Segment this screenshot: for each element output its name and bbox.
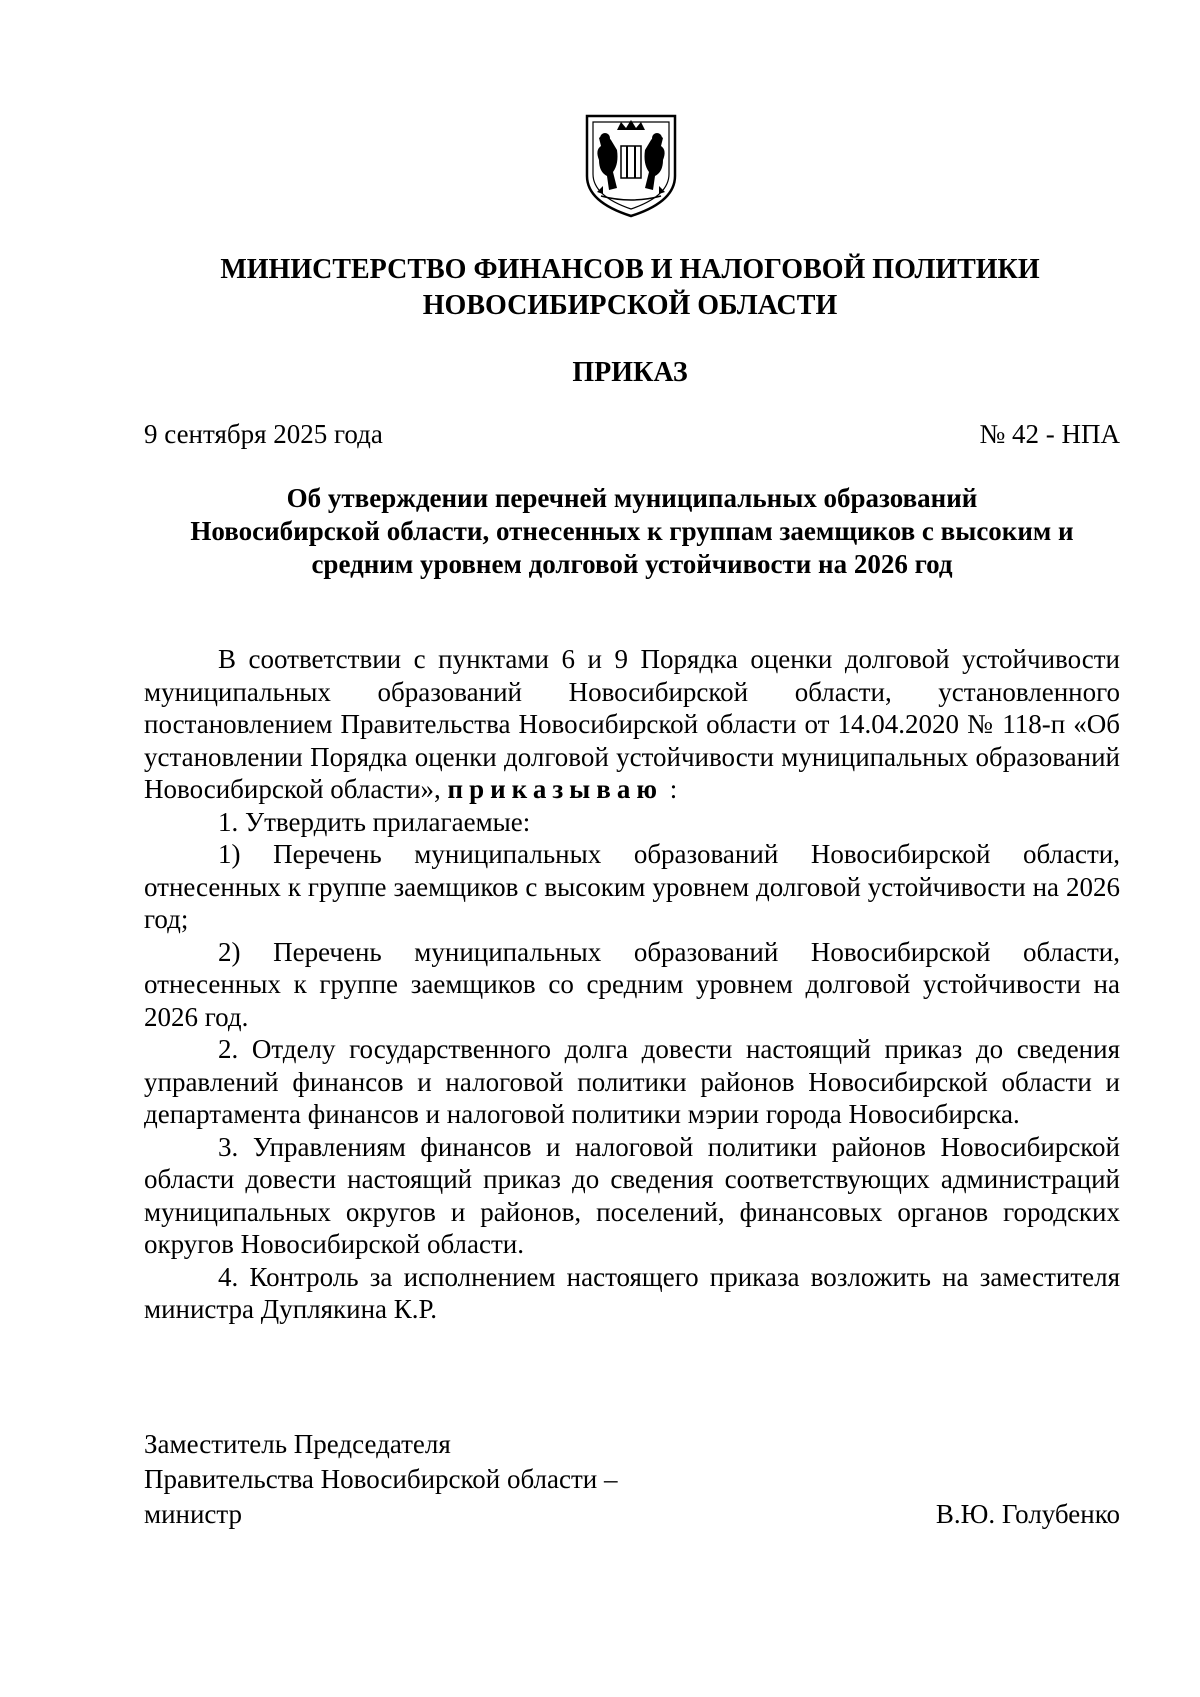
ministry-line-2: НОВОСИБИРСКОЙ ОБЛАСТИ	[422, 290, 838, 321]
item-2: 2. Отделу государственного долга довести настоящий приказ до сведения управлений финансов и налоговой политики районов Новосибирской области и департамента финансов и налоговой политики мэрии города Новосибирска.	[144, 1034, 1120, 1129]
item-1: 1. Утвердить прилагаемые:	[218, 806, 531, 837]
order-subject	[144, 482, 1120, 581]
coat-of-arms-emblem	[583, 110, 679, 220]
subject-line-3: средним уровнем долговой устойчивости на 2026 год	[311, 549, 953, 579]
order-body	[144, 643, 1120, 1326]
ministry-name	[140, 252, 1120, 324]
subject-line-2: Новосибирской области, отнесенных к группам заемщиков с высоким и	[190, 516, 1074, 546]
item-3: 3. Управлениям финансов и налоговой политики районов Новосибирской области довести настоящий приказ до сведения соответствующих администраций муниципальных округов и районов, поселений, финансовых органов городских округов Новосибирской области.	[144, 1131, 1120, 1259]
ministry-line-1: МИНИСТЕРСТВО ФИНАНСОВ И НАЛОГОВОЙ ПОЛИТИКИ	[220, 254, 1040, 285]
order-word: приказываю	[447, 774, 663, 804]
preamble-colon: :	[669, 774, 678, 804]
signatory-position	[144, 1427, 617, 1532]
preamble-text: В соответствии с пунктами 6 и 9 Порядка оценки долговой устойчивости муниципальных образований Новосибирской области, установленного постановлением Правительства Новосибирской области от 14.04.2020 № 118-п «Об установлении Порядка оценки долговой устойчивости муниципальных образований Новосибирской области»,	[144, 644, 1120, 804]
item-1-2: 2) Перечень муниципальных образований Новосибирской области, отнесенных к группе заемщиков со средним уровнем долговой устойчивости на 2026 год.	[144, 936, 1120, 1032]
document-type: ПРИКАЗ	[572, 357, 688, 388]
position-line-3: министр	[144, 1499, 243, 1529]
preamble-paragraph	[144, 643, 1120, 806]
signatory-name: В.Ю. Голубенко	[935, 1499, 1120, 1529]
position-line-2: Правительства Новосибирской области –	[144, 1464, 618, 1494]
order-date: 9 сентября 2025 года	[144, 419, 383, 449]
item-1-1: 1) Перечень муниципальных образований Новосибирской области, отнесенных к группе заемщиков с высоким уровнем долговой устойчивости на 2026 год;	[144, 839, 1120, 934]
item-4: 4. Контроль за исполнением настоящего приказа возложить на заместителя министра Дуплякина К.Р.	[144, 1261, 1120, 1324]
subject-line-1: Об утверждении перечней муниципальных образований	[286, 483, 978, 513]
order-number: № 42 - НПА	[979, 419, 1120, 449]
position-line-1: Заместитель Председателя	[144, 1429, 451, 1459]
